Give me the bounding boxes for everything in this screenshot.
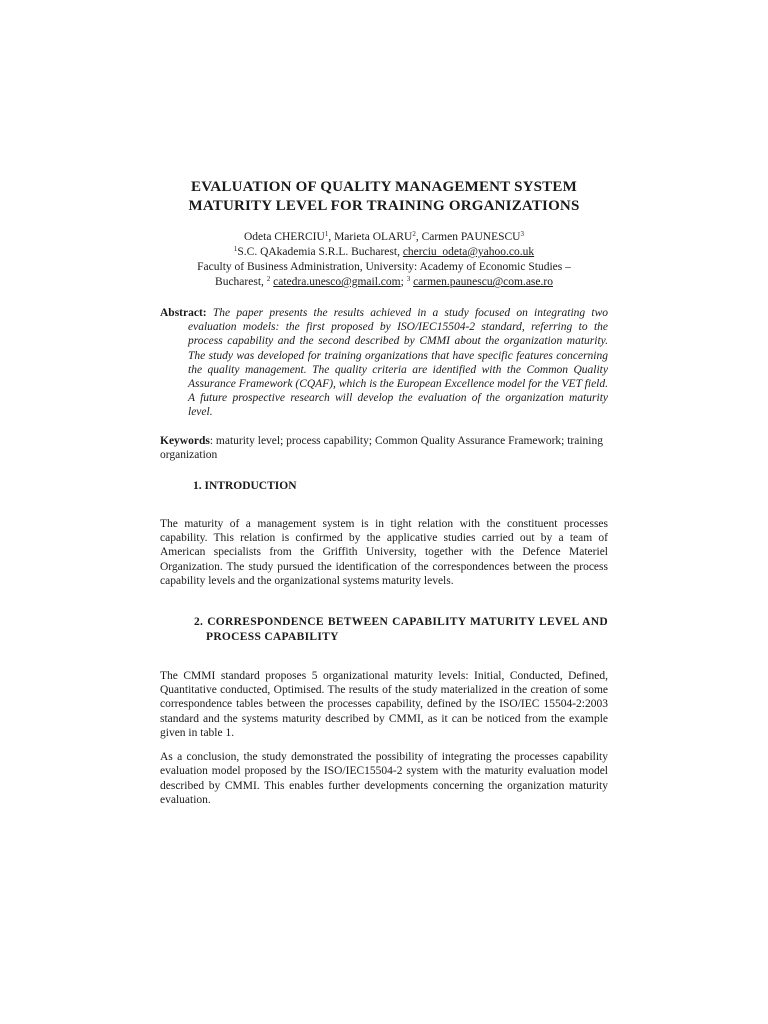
- affiliation-1-sup: 1: [233, 245, 238, 253]
- author-3-name: , Carmen PAUNESCU: [415, 231, 521, 243]
- section-2-paragraph-2: As a conclusion, the study demonstrated the possibility of integrating the processes capability evaluation model proposed by the ISO/IEC15504-2 system with the maturity evaluation model described by CMMI. This enables further developments concerning the organization maturity evaluation.: [160, 750, 608, 806]
- author-3-sup: 3: [520, 230, 524, 238]
- affiliation-2-line-2: [160, 275, 608, 290]
- paper-title-line-1: EVALUATION OF QUALITY MANAGEMENT SYSTEM: [191, 179, 577, 195]
- email-link-2[interactable]: catedra.unesco@gmail.com: [273, 276, 401, 288]
- section-2-paragraph-1: The CMMI standard proposes 5 organizational maturity levels: Initial, Conducted, Defined, Quantitative conducted, Optimised. The results of the study materialized in the creation of some correspondence tables between the processes capability, defined by the ISO/IEC 15504-2:2003 standard and the systems maturity described by CMMI, as it can be noticed from the example given in table 1.: [160, 669, 608, 740]
- keywords: [160, 434, 608, 463]
- author-names: [160, 230, 608, 245]
- abstract-label: Abstract:: [160, 307, 207, 319]
- paper-page: [160, 178, 608, 807]
- affiliation-2-prefix: Bucharest,: [215, 276, 267, 288]
- keywords-label: Keywords: [160, 434, 210, 447]
- section-2-heading: 2. CORRESPONDENCE BETWEEN CAPABILITY MATURITY LEVEL AND PROCESS CAPABILITY: [194, 615, 608, 644]
- affiliation-2-sup: 2: [266, 275, 271, 283]
- section-1-paragraph: The maturity of a management system is in tight relation with the constituent processes capability. This relation is confirmed by the applicative studies carried out by a team of American specialists from the Griffith University, together with the Defence Materiel Organization. The study pursued the identification of the correspondences between the process capability levels and the organizational systems maturity levels.: [160, 517, 608, 588]
- email-link-1[interactable]: cherciu_odeta@yahoo.co.uk: [402, 246, 535, 258]
- author-2-name: , Marieta OLARU: [328, 231, 413, 243]
- author-2-sup: 2: [412, 230, 416, 238]
- affiliation-1: [160, 245, 608, 260]
- keywords-text: : maturity level; process capability; Common Quality Assurance Framework; training organization: [160, 434, 603, 462]
- email-separator: ;: [400, 276, 407, 288]
- author-1-name: Odeta CHERCIU: [244, 231, 325, 243]
- affiliation-2-line-1: Faculty of Business Administration, University: Academy of Economic Studies –: [197, 261, 571, 273]
- affiliation-1-text: S.C. QAkademia S.R.L. Bucharest,: [237, 246, 403, 258]
- section-1-heading: 1. INTRODUCTION: [193, 479, 297, 492]
- affiliation-3-sup: 3: [406, 275, 411, 283]
- paper-title-line-2: MATURITY LEVEL FOR TRAINING ORGANIZATIONS: [188, 198, 580, 214]
- paper-title: [152, 178, 616, 216]
- abstract-text: The paper presents the results achieved in a study focused on integrating two evaluation models: the first proposed by ISO/IEC15504-2 standard, referring to the process capability and the second described by CMMI about the organization maturity. The study was developed for training organizations that have specific features concerning the quality management. The quality criteria are identified with the Common Quality Assurance Framework (CQAF), which is the European Excellence model for the VET field. A future prospective research will develop the evaluation of the organization maturity level.: [188, 307, 609, 419]
- email-link-3[interactable]: carmen.paunescu@com.ase.ro: [413, 276, 553, 288]
- author-1-sup: 1: [324, 230, 329, 238]
- author-block: [160, 230, 608, 290]
- abstract: [160, 306, 608, 420]
